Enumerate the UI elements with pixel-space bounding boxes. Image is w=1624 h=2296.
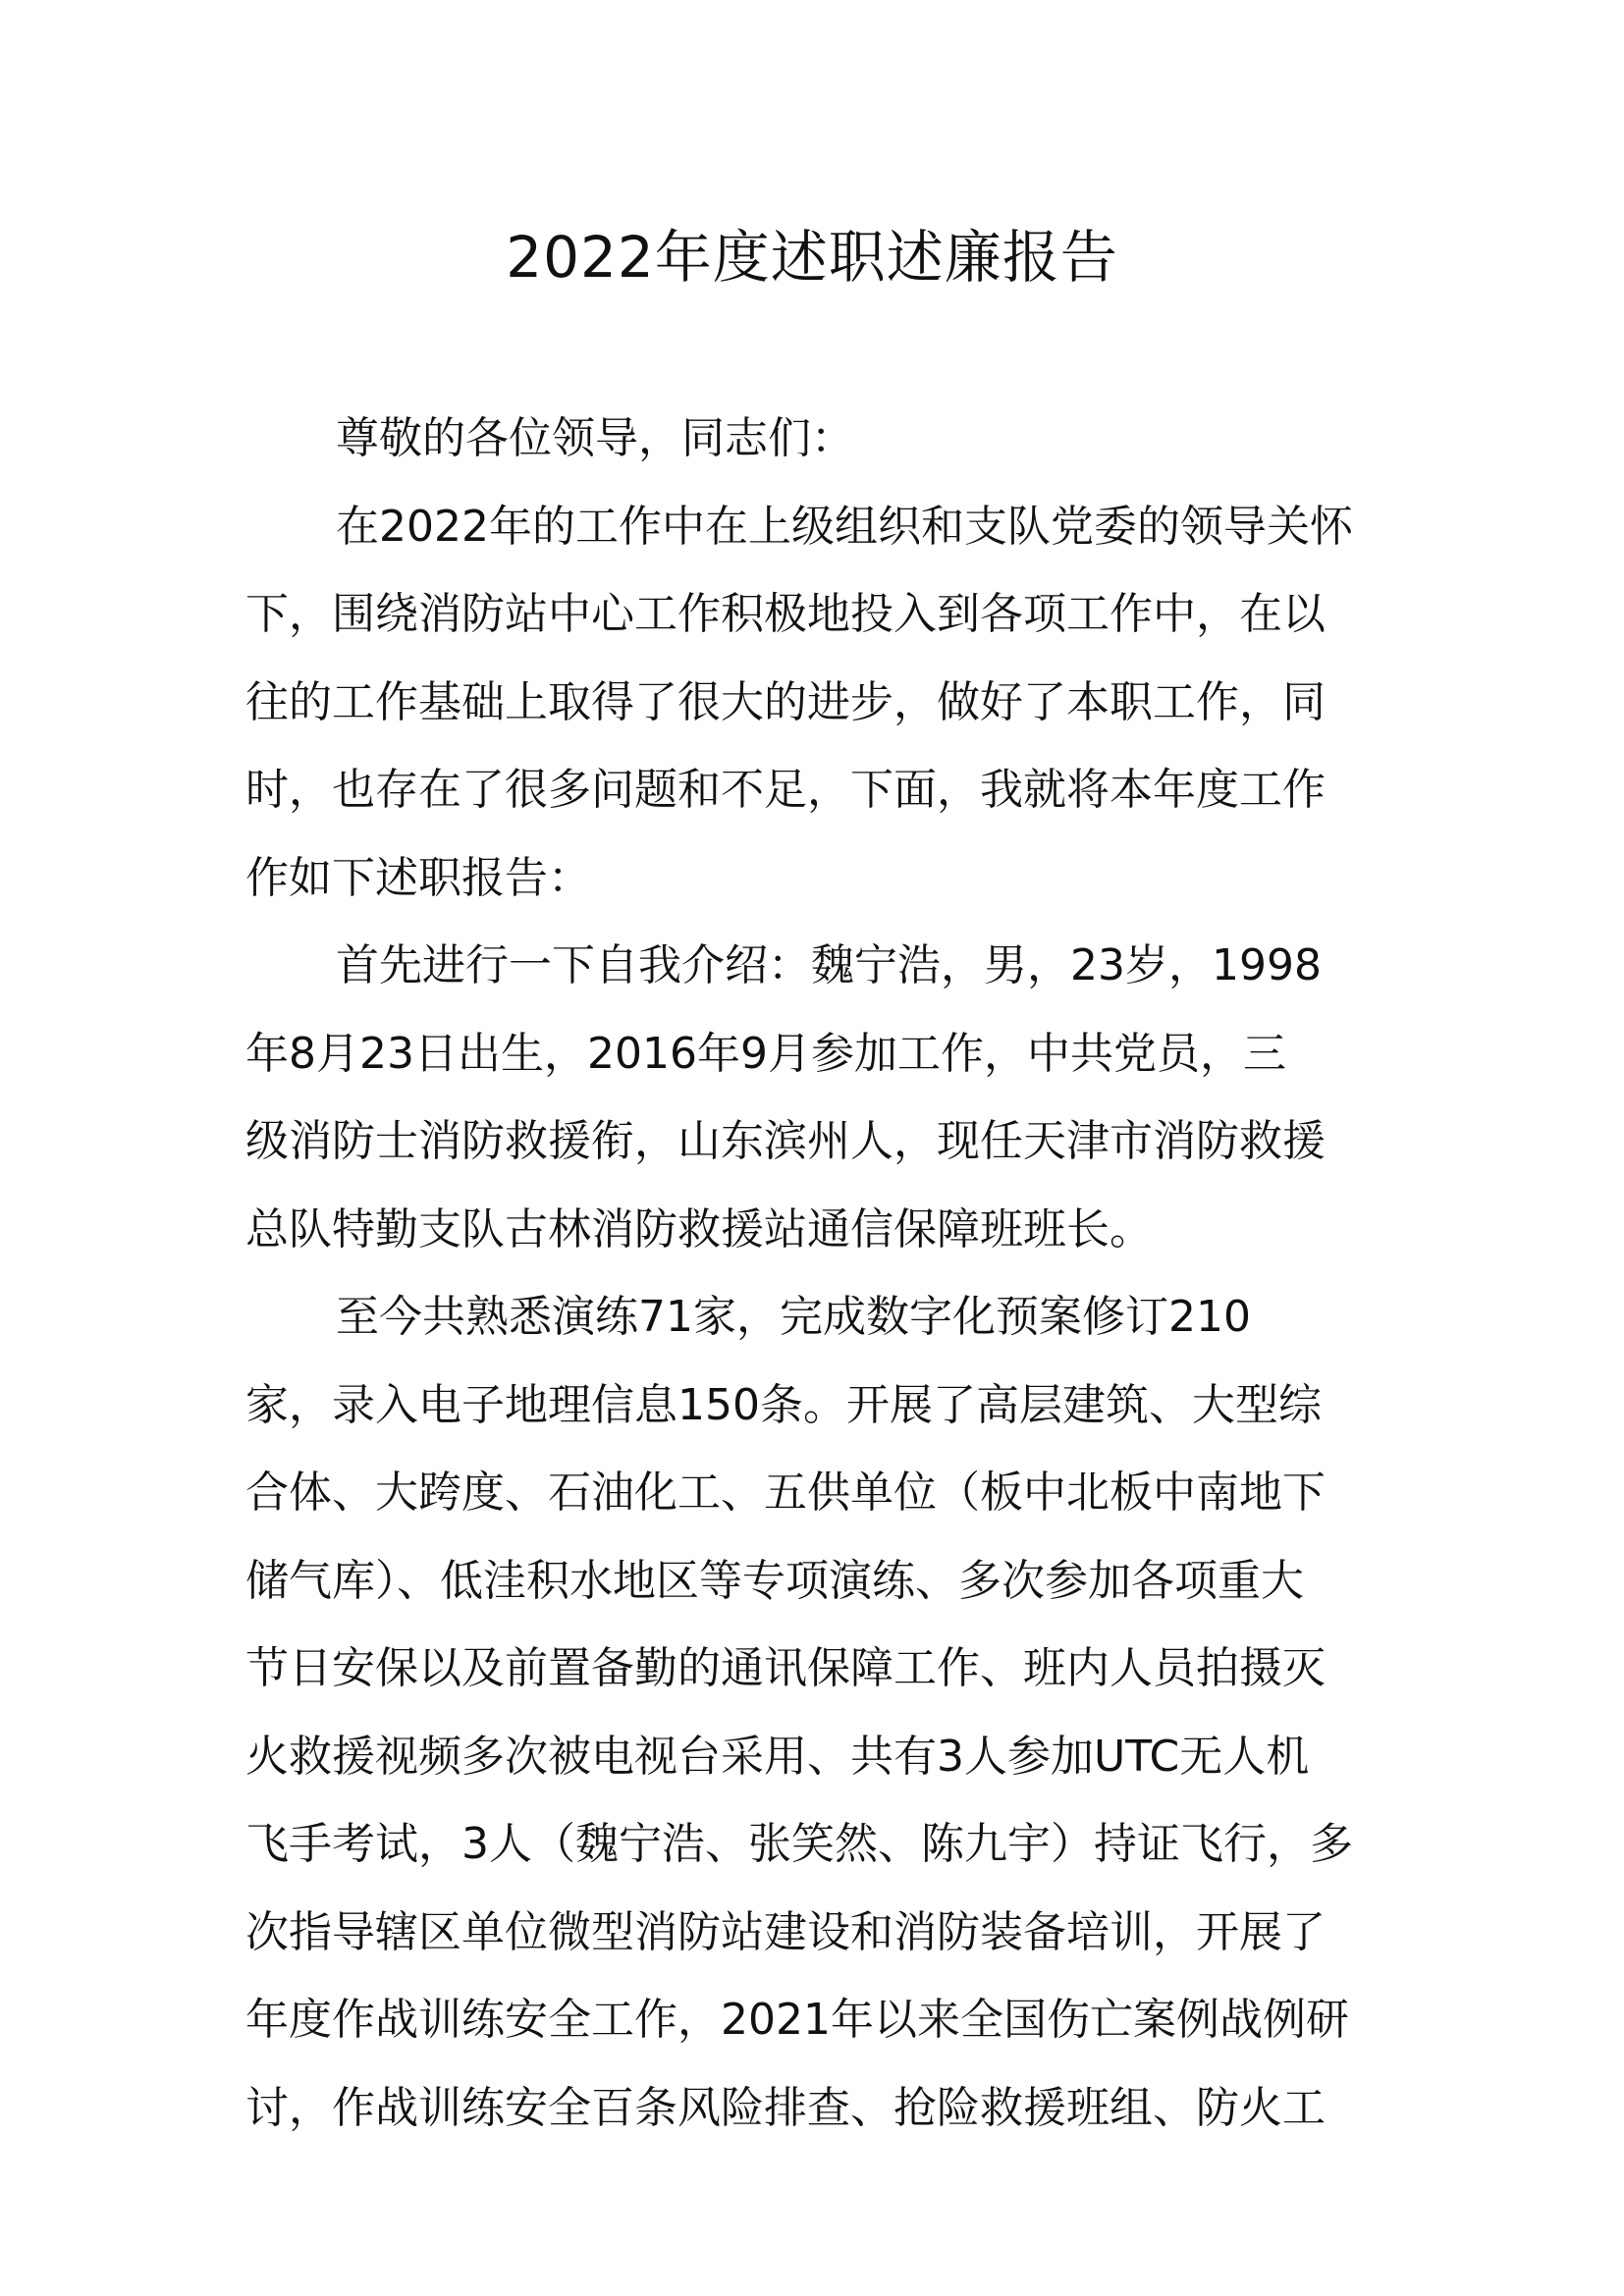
paragraph-3-line-3: 合体、大跨度、石油化工、五供单位（板中北板中南地下	[245, 1468, 1326, 1518]
paragraph-3-line-6: 火救援视频多次被电视台采用、共有3人参加UTC无人机	[245, 1731, 1310, 1782]
paragraph-3-line-9: 年度作战训练安全工作，2021年以来全国伤亡案例战例研	[245, 1995, 1349, 2045]
paragraph-3-line-2: 家，录入电子地理信息150条。开展了高层建筑、大型综	[245, 1379, 1322, 1430]
paragraph-2-line-2: 年8月23日出生，2016年9月参加工作，中共党员，三	[245, 1028, 1286, 1079]
paragraph-1-line-3: 往的工作基础上取得了很大的进步，做好了本职工作，同	[245, 676, 1326, 727]
paragraph-2-line-3: 级消防士消防救援衔，山东滨州人，现任天津市消防救援	[245, 1116, 1326, 1166]
paragraph-3-line-7: 飞手考试，3人（魏宁浩、张笑然、陈九宇）持证飞行，多	[245, 1819, 1353, 1869]
paragraph-3-line-8: 次指导辖区单位微型消防站建设和消防装备培训，开展了	[245, 1906, 1326, 1957]
paragraph-1-line-1: 在2022年的工作中在上级组织和支队党委的领导关怀	[336, 501, 1353, 552]
paragraph-1-line-4: 时，也存在了很多问题和不足，下面，我就将本年度工作	[245, 765, 1326, 815]
paragraph-2-line-4: 总队特勤支队古林消防救援站通信保障班班长。	[245, 1203, 1153, 1255]
document-body	[245, 395, 1396, 2152]
paragraph-3-line-1: 至今共熟悉演练71家，完成数字化预案修订210	[336, 1292, 1251, 1342]
salutation: 尊敬的各位领导，同志们：	[336, 413, 854, 463]
paragraph-3-line-5: 节日安保以及前置备勤的通讯保障工作、班内人员拍摄灭	[245, 1643, 1326, 1693]
document-title: 2022年度述职述廉报告	[506, 224, 1118, 291]
paragraph-1-line-5: 作如下述职报告：	[245, 852, 591, 903]
paragraph-3-line-4: 储气库）、低洼积水地区等专项演练、多次参加各项重大	[245, 1555, 1304, 1606]
paragraph-1-line-2: 下，围绕消防站中心工作积极地投入到各项工作中，在以	[245, 589, 1326, 639]
paragraph-2-line-1: 首先进行一下自我介绍：魏宁浩，男，23岁，1998	[336, 940, 1322, 990]
paragraph-3-line-10: 讨，作战训练安全百条风险排查、抢险救援班组、防火工	[245, 2082, 1326, 2133]
